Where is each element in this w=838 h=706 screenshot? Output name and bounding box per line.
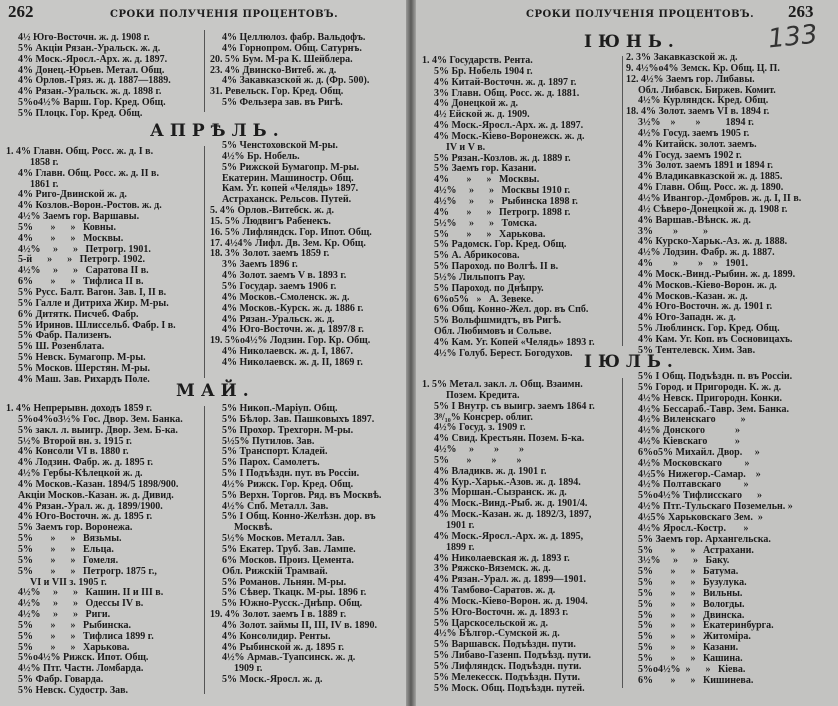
entry-line: 5% Никоп.-Маріуп. Общ. [222, 403, 338, 414]
entry-line: 5% Варшавск. Подъѣздн. пути. [434, 639, 576, 651]
entry-line: 4% Рязан.-Уральск. ж. д. 1898 г. [18, 86, 162, 98]
entry-line: 5% Верхн. Торгов. Ряд. въ Москвѣ. [222, 489, 382, 501]
entry-line: 4% » » Петрогр. 1898 г. [434, 206, 571, 218]
entry-line: 3% Ряжско-Вяземск. ж. д. [434, 563, 551, 575]
entry-line: 4% Рыбинской ж. д. 1895 г. [222, 641, 344, 653]
entry-line: 17. 4½4% Лифл. Дв. Зем. Кр. Общ. [210, 237, 366, 249]
entries-col3-july [422, 380, 595, 694]
page-number: 262 [8, 2, 34, 21]
entry-line: 4% Москов.-Курск. ж. д. 1886 г. [222, 302, 364, 314]
entry-line: 4% Тамбово-Саратов. ж. д. [434, 585, 556, 597]
entry-line: Акціи Москов.-Казан. ж. д. Дивид. [18, 489, 174, 501]
column-divider [204, 146, 205, 378]
running-head: СРОКИ ПОЛУЧЕНІЯ ПРОЦЕНТОВЪ. [526, 9, 755, 20]
entry-line: 5% Прохор. Трехгорн. М-ры. [222, 424, 354, 436]
entry-line: 5% Моск.-Яросл. ж. д. [222, 674, 323, 686]
entry-line: 5% Плоцк. Гор. Кред. Общ. [18, 107, 143, 119]
entry-line: 4½% Полтавскаго » [638, 479, 749, 491]
entry-line: 5% Заемъ гор. Казани. [434, 163, 537, 175]
entry-line: 5% Рязан.-Козлов. ж. д. 1889 г. [434, 152, 571, 164]
entry-line: 4½% » » Саратова II в. [18, 265, 149, 277]
entry-line: 5% Галле и Дитриха Жир. М-ры. [18, 297, 169, 309]
entry-line: 5% » » Казани. [638, 642, 739, 654]
entry-line: 4½% Птг.-Тульскаго Поземельн. » [638, 501, 793, 513]
entry-line: 4½% Ивангор.-Домбров. ж. д. I, II в. [638, 192, 802, 204]
entry-line: 4% Николаевская ж. д. 1893 г. [434, 552, 570, 564]
entry-line: 5% » » Батума. [638, 566, 739, 578]
entry-line: 31. Ревельск. Гор. Кред. Общ. [210, 86, 344, 98]
entry-line: 5% I Внутр. съ выигр. заемъ 1864 г. [434, 400, 595, 412]
month-heading-june: ІЮНЬ. [584, 32, 680, 52]
entry-line: 5%o4½% Варш. Гор. Кред. Общ. [18, 97, 166, 109]
entry-line: 5½5% Путилов. Зав. [222, 435, 315, 447]
entry-line: 4% Юго-Западн. ж. д. [638, 312, 736, 324]
entry-line: 4½% Виленскаго » [638, 414, 746, 426]
entry-line: 4% Моск.-Казан. ж. д. 1892/3, 1897, [434, 509, 592, 521]
entry-line: IV и V в. [446, 141, 486, 153]
entry-line: 4% Донец.-Юрьев. Метал. Общ. [18, 64, 165, 76]
entry-line: 4% Юго-Восточн. ж. д. 1901 г. [638, 301, 773, 313]
entry-line: 5% Фабр. Говарда. [18, 674, 104, 686]
entry-line: 5% Невск. Судостр. Зав. [18, 684, 129, 696]
entry-line: 5½% Москов. Металл. Зав. [222, 533, 345, 545]
entry-line: 4% Маш. Зав. Рихардъ Поле. [18, 373, 150, 385]
entry-line: 4% Курско-Харьк.-Аз. ж. д. 1888. [638, 236, 788, 248]
entry-line: 4% Козлов.-Ворон.-Ростов. ж. д. [18, 200, 162, 212]
entry-line: 5% Заемъ гор. Архангельска. [638, 533, 771, 545]
book-gutter [406, 0, 416, 706]
entry-line: 4½% » » Рыбинска 1898 г. [434, 195, 578, 207]
entry-line: 4% Моск.-Кіево-Воронежск. ж. д. [434, 130, 585, 142]
entry-line: 5%o4½% » » Кіева. [638, 663, 746, 675]
entry-line: 5% Ченстоховской М-ры. [222, 140, 338, 151]
entry-line: 4% » » Москвы. [434, 174, 540, 186]
entry-line: 5% Либаво-Газенп. Подъѣзд. пути. [434, 650, 592, 662]
entry-line: 6% Общ. Конно-Жел. дор. въ Спб. [434, 304, 589, 316]
entries-col1-april [6, 147, 176, 386]
entry-line: 3% » » [638, 225, 708, 237]
entry-line: 5-й » » Петрогр. 1902. [18, 254, 146, 266]
entry-line: 1. 5% Метал. закл. л. Общ. Взаимн. [422, 379, 583, 390]
entry-line: 5% Фабр. Пализенъ. [18, 330, 112, 342]
entry-line: 4% Целлюлоз. фабр. Вальдофъ. [222, 32, 366, 43]
entry-line: 4% Лодзин. Фабр. ж. д. 1895 г. [18, 457, 154, 469]
entry-line: 5%o4%o3½% Гос. Двор. Зем. Банка. [18, 413, 183, 425]
entry-line: 4% Главн. Общ. Росс. ж. д. 1890. [638, 182, 784, 194]
entry-line: 5% Царскосельской ж. д. [434, 617, 548, 629]
entry-line: Позем. Кредита. [446, 389, 520, 401]
entry-line: 4% Госуд. заемъ 1902 г. [638, 149, 742, 161]
entry-line: 4½% Лодзин. Фабр. ж. д. 1887. [638, 247, 775, 259]
entry-line: 1. 4% Непрерывн. доходъ 1859 г. [6, 403, 152, 414]
entry-line: 4% Горнопром. Общ. Сатурнъ. [222, 42, 362, 54]
entry-line: 3% Золот. заемъ 1891 и 1894 г. [638, 160, 774, 172]
entry-line: 4½5% Нижегор.-Самар. » [638, 468, 761, 480]
entry-line: 2. 3% Закавказской ж. д. [626, 52, 738, 63]
entry-line: 5% » » Харькова. [18, 641, 130, 653]
entry-line: 6% » » Кишинева. [638, 674, 754, 686]
entry-line: 6% Москов. Произ. Цемента. [222, 554, 354, 566]
entry-line: 5% Парох. Самолетъ. [222, 457, 320, 469]
entry-line: 4% Моск.-Яросл.-Арх. ж. д. 1897. [18, 53, 168, 65]
entry-line: 4% Моск.-Винд.-Рыб. ж. д. 1901/4. [434, 498, 588, 510]
entry-line: 4½5% Харьковскаго Зем. » [638, 511, 763, 523]
entry-line: 5% Пароход. по Волгѣ. II в. [434, 261, 559, 273]
entry-line: 9. 4½%o4% Земск. Кр. Общ. Ц. П. [626, 62, 780, 74]
entry-line: 5% Люблинск. Гор. Кред. Общ. [638, 323, 780, 335]
entry-line: 5% Мелекесск. Подъѣздн. Пути. [434, 671, 580, 683]
entry-line: Обл. Любимовъ и Сольве. [434, 326, 552, 338]
entry-line: 5½% Лильпопъ Рау. [434, 271, 526, 283]
entry-line: 4% Владикавказской ж. д. 1885. [638, 171, 783, 183]
entry-line: 4½ Юго-Восточн. ж. д. 1908 г. [18, 32, 150, 43]
entry-line: 4% Золот. заемъ V в. 1893 г. [222, 270, 347, 282]
entry-line: Москвѣ. [234, 522, 273, 534]
entries-col2-april [210, 141, 372, 369]
entry-line: 4% Николаевск. ж. д. I, 1867. [222, 346, 354, 358]
column-divider [622, 378, 623, 688]
entry-line: 4% Москов.-Кіево-Ворон. ж. д. [638, 279, 777, 291]
entries-col1-top [6, 33, 171, 120]
entry-line: 5% Сѣвер. Ткацк. М-ры. 1896 г. [222, 587, 367, 599]
entry-line: 5% » » Тифлиса 1899 г. [18, 630, 154, 642]
entry-line: 4½% Птг. Частн. Ломбарда. [18, 663, 144, 675]
entry-line: 4% Риго-Двинской ж. д. [18, 189, 127, 201]
entry-line: 5% Государ. заемъ 1906 г. [222, 280, 337, 292]
entry-line: 4% Кур.-Харьк.-Азов. ж. д. 1894. [434, 476, 581, 488]
entry-line: 4% Золот. займы II, III, IV в. 1890. [222, 619, 377, 631]
entry-line: 4½% Бессараб.-Тавр. Зем. Банка. [638, 403, 789, 415]
entry-line: 4½% Голуб. Берест. Богодухов. [434, 347, 573, 359]
entry-line: 6% » » Тифлиса II в. [18, 276, 144, 288]
entry-line: 5% » » Екатеринбурга. [638, 620, 774, 632]
entry-line: 5% Лифляндск. Подъѣздн. пути. [434, 660, 582, 672]
entry-line: 5% » » Вологды. [638, 598, 745, 610]
entry-line: 5% I Общ. Конно-Желѣзн. дор. въ [222, 511, 376, 523]
entry-line: 5% Иринов. Шлиссельб. Фабр. I в. [18, 319, 176, 331]
column-divider [622, 56, 623, 346]
entry-line: 4% Рязан.-Урал. ж. д. 1899/1900. [18, 500, 163, 512]
entry-line: 4½% » » Москвы 1910 г. [434, 185, 571, 197]
entry-line: 4% Николаевск. ж. д. II, 1869 г. [222, 356, 363, 368]
entry-line: 6% Дитятк. Писчеб. Фабр. [18, 308, 139, 320]
entry-line: 5% Заемъ гор. Воронежа. [18, 522, 133, 534]
entry-line: 3% Моршан.-Сызранск. ж. д. [434, 487, 567, 499]
entry-line: 4% Свид. Крестьян. Позем. Б-ка. [434, 433, 585, 445]
entries-col1-may [6, 404, 183, 697]
month-heading-may: МАЙ. [176, 381, 255, 401]
entry-line: 4% Варшав.-Вѣнск. ж. д. [638, 214, 751, 226]
entry-line: 4½% » » Петрогр. 1901. [18, 243, 151, 255]
entry-line: 4% Юго-Восточн. ж. д. 1895 г. [18, 511, 153, 523]
entry-line: 4½% Яросл.-Костр. » [638, 522, 749, 534]
entry-line: 4% Закавказской ж. д. (Фр. 500). [222, 75, 370, 87]
entry-line: 5% » » Ковны. [18, 221, 116, 233]
entry-line: 4½% Рижск. Гор. Кред. Общ. [222, 478, 354, 490]
entry-line: 4½% Спб. Металл. Зав. [222, 500, 329, 512]
entry-line: 1. 4% Государств. Рента. [422, 55, 533, 66]
entry-line: 5% » » Житоміра. [638, 631, 751, 643]
entry-line: 4½% Московскаго » [638, 457, 750, 469]
entry-line: 4% Кам. Уг. Копей «Челядь» 1893 г. [434, 336, 595, 348]
entry-line: 5% I Подъѣздн. пут. въ Россіи. [222, 468, 360, 480]
entry-line: 1899 г. [446, 541, 475, 553]
entry-line: 19. 4% Золот. заемъ I в. 1889 г. [210, 609, 347, 621]
handwritten-number: 133 [766, 19, 820, 55]
entry-line: 4½% » » Кашин. II и III в. [18, 587, 164, 599]
entry-line: 5% » » Астрахани. [638, 544, 754, 556]
entries-col4-june [626, 53, 801, 357]
entry-line: 5% Город. и Пригородн. К. ж. д. [638, 381, 782, 393]
entry-line: 6%o5% » А. Зевеке. [434, 293, 534, 305]
entry-line: 5% » » Вильны. [638, 587, 743, 599]
right-page [416, 0, 838, 706]
entry-line: 4% Владикв. ж. д. 1901 г. [434, 465, 547, 477]
entry-line: 5% » » Харькова. [434, 228, 546, 240]
entry-line: 5% Акціи Рязан.-Уральск. ж. д. [18, 42, 161, 54]
entry-line: 5% » » » [434, 454, 522, 466]
entry-line: 5% Юго-Восточн. ж. д. 1893 г. [434, 606, 569, 618]
entry-line: 4% Донецкой ж. д. [434, 98, 519, 110]
entries-col2-may [210, 404, 381, 686]
column-divider [204, 30, 205, 112]
entry-line: 3% Главн. Общ. Росс. ж. д. 1881. [434, 87, 580, 99]
entry-line: 5% Ш. Розенблата. [18, 341, 105, 353]
entry-line: 4% Москов.-Казан. 1894/5 1898/900. [18, 478, 179, 490]
entry-line: 5% I Общ. Подъѣздн. п. въ Россіи. [638, 371, 793, 382]
entry-line: 4½% Невск. Пригородн. Конки. [638, 392, 782, 404]
entry-line: 4½% Бѣлгор.-Сумской ж. д. [434, 628, 560, 640]
entry-line: 4% » » » 1901. [638, 258, 748, 270]
entry-line: 5% Пароход. по Днѣпру. [434, 282, 544, 294]
entry-line: 5% » » Вязьмы. [18, 533, 122, 545]
entry-line: 5% » » Петрогр. 1875 г., [18, 565, 157, 577]
entry-line: 5% Бѣлор. Зав. Пашковыхъ 1897. [222, 413, 375, 425]
entry-line: 5%o4½% Рижск. Ипот. Общ. [18, 652, 149, 664]
entry-line: 12. 4½% Заемъ гор. Либавы. [626, 73, 755, 85]
entry-line: 4½% Бр. Нобель. [222, 150, 300, 162]
entry-line: 3½% » » Баку. [638, 555, 730, 567]
entry-line: Кам. Уг. копей «Челядь» 1897. [222, 183, 359, 195]
entries-col3-june [422, 56, 595, 360]
entry-line: 4% Орлов.-Гряз. ж. д. 1887—1889. [18, 75, 171, 87]
entry-line: 4% » » Москвы. [18, 232, 124, 244]
entry-line: 5% » » Бузулука. [638, 577, 747, 589]
entry-line: 4½% Госуд. з. 1909 г. [434, 422, 526, 434]
entry-line: 5% Тентелевск. Хим. Зав. [638, 344, 756, 356]
entry-line: 4% Консолидир. Ренты. [222, 630, 331, 642]
entry-line: 5. 4% Орлов.-Витебск. ж. д. [210, 205, 334, 217]
entry-line: 5% Романов. Льнян. М-ры. [222, 576, 347, 588]
entries-col4-july [626, 372, 793, 686]
entry-line: 1. 4% Главн. Общ. Росс. ж. д. I в. [6, 146, 154, 157]
running-head: СРОКИ ПОЛУЧЕНІЯ ПРОЦЕНТОВЪ. [110, 9, 339, 20]
entry-line: 5% А. Абрикосова. [434, 250, 520, 262]
page-number: 263 [788, 2, 814, 21]
month-heading-april: АПРѢЛЬ. [150, 121, 285, 141]
entry-line: 4½% » » Риги. [18, 609, 111, 621]
entry-line: 16. 5% Лифляндск. Гор. Ипот. Общ. [210, 226, 372, 238]
entry-line: 4% Рязан.-Урал. ж. д. 1899—1901. [434, 574, 586, 586]
entry-line: 4½% Армав.-Туапсинск. ж. д. [222, 652, 356, 664]
entry-line: 23. 4% Двинско-Витеб. ж. д. [210, 64, 337, 76]
entry-line: 4% Консоли VI в. 1880 г. [18, 446, 129, 458]
entry-line: 4½% Гербы-Кѣлецкой ж. д. [18, 468, 143, 480]
left-page [0, 0, 406, 706]
month-heading-july: ІЮЛЬ. [584, 352, 679, 372]
entry-line: 5% закл. л. выигр. Двор. Зем. Б-ка. [18, 424, 178, 436]
entry-line: 3½% » » 1894 г. [638, 117, 754, 129]
entry-line: 4% Москов.-Казан. ж. д. [638, 290, 748, 302]
entry-line: 4% Китайск. золот. заемъ. [638, 138, 757, 150]
entry-line: Обл. Рижскій Трамвай. [222, 565, 328, 577]
entry-line: 4½% Кіевскаго » [638, 436, 740, 448]
entry-line: 4% Главн. Общ. Росс. ж. д. II в. [18, 167, 159, 179]
entry-line: 4½% Курляндск. Кред. Общ. [638, 95, 769, 107]
entry-line: 4% Юго-Восточн. ж. д. 1897/8 г. [222, 324, 364, 336]
entry-line: 5% Моск. Общ. Подъѣздн. путей. [434, 682, 585, 694]
entry-line: 4½% Донского » [638, 425, 741, 437]
entry-line: 4½% » » Одессы IV в. [18, 598, 144, 610]
entry-line: 4% Рязан.-Уральск. ж. д. [222, 313, 335, 325]
entry-line: 5% » » Ельца. [18, 543, 114, 555]
entry-line: 5% » » Двинска. [638, 609, 745, 621]
entry-line: 5% Екатер. Труб. Зав. Лампе. [222, 543, 356, 555]
entry-line: 4% Китай-Восточн. ж. д. 1897 г. [434, 76, 577, 88]
entry-line: 5% » » Рыбинска. [18, 619, 131, 631]
entry-line: 5% Вольфшмидтъ, въ Ригѣ. [434, 315, 562, 327]
entry-line: Обл. Либавск. Биржев. Комит. [638, 84, 776, 96]
column-divider [204, 406, 205, 694]
entry-line: 6%o5% Михайл. Двор. » [638, 446, 760, 458]
entry-line: 4½ Сѣверо-Донецкой ж. д. 1908 г. [638, 203, 788, 215]
entry-line: 5% Невск. Бумагопр. М-ры. [18, 352, 146, 364]
entry-line: 4% Моск.-Винд.-Рыбин. ж. д. 1899. [638, 268, 796, 280]
entry-line: 1909 г. [234, 663, 263, 675]
entry-line: 5% » » Гомеля. [18, 554, 119, 566]
entry-line: 4½% Госуд. заемъ 1905 г. [638, 127, 750, 139]
entry-line: 1861 г. [30, 178, 59, 190]
entry-line: 5% Москов. Шерстян. М-ры. [18, 362, 151, 374]
entry-line: 3% Заемъ 1896 г. [222, 259, 298, 271]
entry-line: VI и VII з. 1905 г. [30, 576, 107, 588]
entry-line: Астраханск. Рельсов. Путей. [222, 194, 352, 206]
entry-line: 1901 г. [446, 519, 475, 531]
entries-col2-top [210, 33, 369, 109]
entry-line: 1858 г. [30, 156, 59, 168]
entry-line: 5% » » Кашина. [638, 652, 743, 664]
entry-line: 5% Транспорт. Кладей. [222, 446, 328, 458]
entry-line: 5% Фельзера зав. въ Ригѣ. [222, 97, 343, 109]
entry-line: 5%o4½% Тифлисскаго » [638, 490, 763, 502]
entry-line: 5% Южно-Русск.-Днѣпр. Общ. [222, 598, 363, 610]
entry-line: 5% Радомск. Гор. Кред. Общ. [434, 239, 567, 251]
entry-line: 5½% Второй вн. з. 1915 г. [18, 435, 132, 447]
entry-line: 19. 5%o4½% Лодзин. Гор. Кр. Общ. [210, 335, 371, 347]
entry-line: 5% Русс. Балт. Вагон. Зав. I, II в. [18, 286, 167, 298]
entry-line: 4½% Заемъ гор. Варшавы. [18, 211, 140, 223]
entry-line: 15. 5% Людвигъ Рабенекъ. [210, 215, 331, 227]
entry-line: 4% Москов.-Смоленск. ж. д. [222, 291, 350, 303]
entry-line: 4% Кам. Уг. Коп. въ Сосновицахъ. [638, 333, 793, 345]
entry-line: 4½% » » » [434, 444, 524, 456]
entry-line: 4% Моск.-Кіево-Ворон. ж. д. 1904. [434, 595, 588, 607]
entry-line: 20. 5% Бум. М-ра К. Шейблера. [210, 53, 353, 65]
entry-line: 5% Бр. Нобель 1904 г. [434, 65, 533, 77]
entry-line: 4% Моск.-Яросл.-Арх. ж. д. 1895, [434, 530, 584, 542]
entry-line: 4½ Ейской ж. д. 1909. [434, 109, 530, 121]
entry-line: 4% Моск.-Яросл.-Арх. ж. д. 1897. [434, 120, 584, 132]
entry-line: 3⁸/₁₀% Консрер. облиг. [434, 411, 533, 423]
entry-line: 5% Рижской Бумагопр. М-ры. [222, 161, 359, 173]
entry-line: 18. 4% Золот. заемъ VI в. 1894 г. [626, 106, 770, 118]
entry-line: Екатерин. Машиностр. Общ. [222, 172, 354, 184]
entry-line: 18. 3% Золот. заемъ 1859 г. [210, 248, 330, 260]
entry-line: 5½% » » Томска. [434, 217, 537, 229]
